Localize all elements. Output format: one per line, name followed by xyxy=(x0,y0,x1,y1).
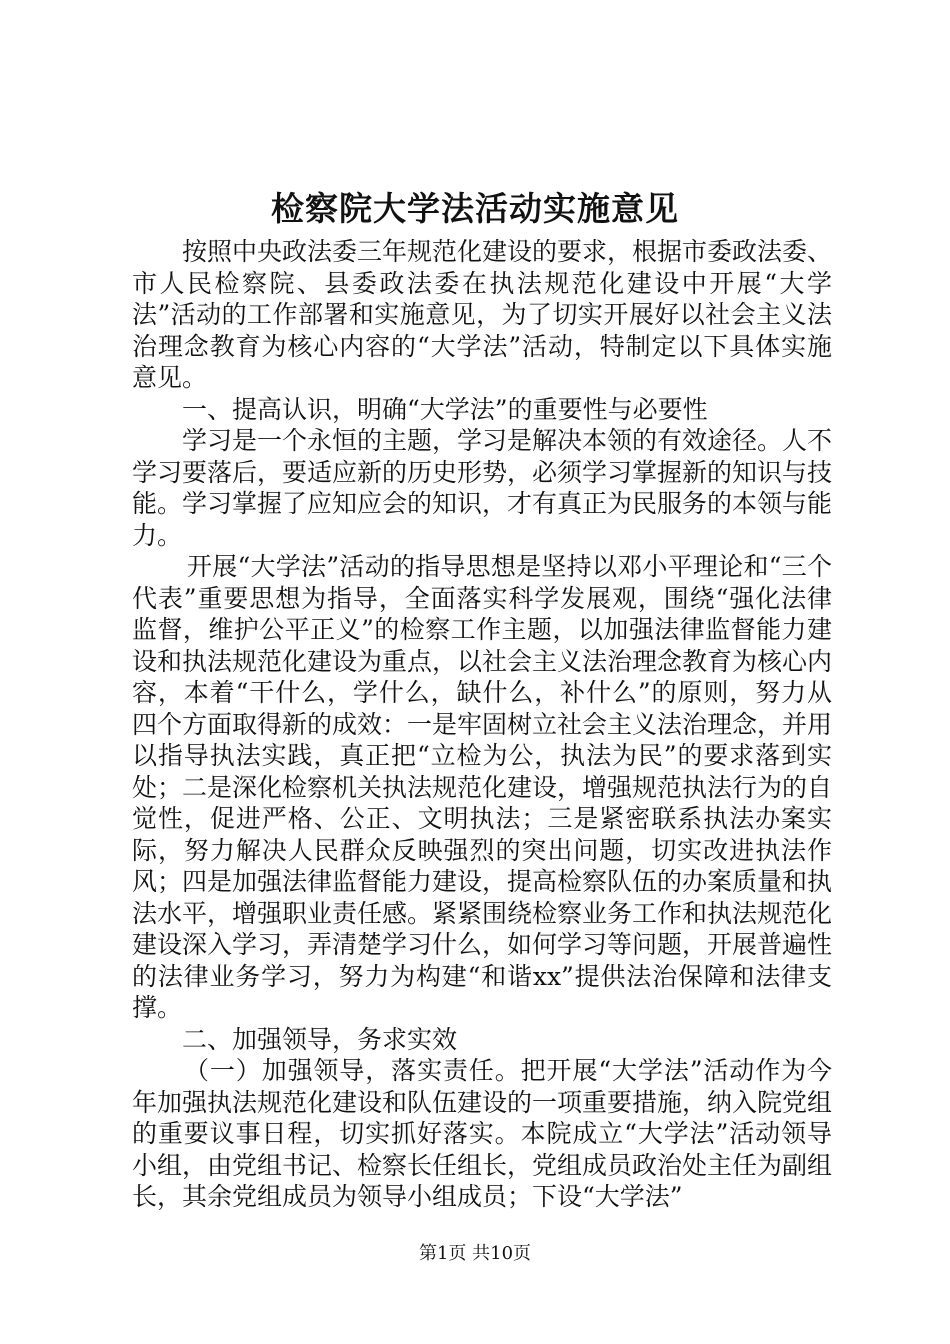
section-heading-2: 二、加强领导，务求实效 xyxy=(182,1024,458,1054)
paragraph-intro: 按照中央政法委三年规范化建设的要求，根据市委政法委、市人民检察院、县委政法委在执法规范化建设中开展“大学法”活动的工作部署和实施意见，为了切实开展好以社会主义法治理念教育为核心内容的“大学法”活动，特制定以下具体实施意见。 xyxy=(132,237,833,392)
page-number: 第1页 共10页 xyxy=(418,1243,532,1264)
paragraph-guiding-thought: 开展“大学法”活动的指导思想是坚持以邓小平理论和“三个代表”重要思想为指导，全面落实科学发展观，围绕“强化法律监督，维护公平正义”的检察工作主题，以加强法律监督能力建设和执法规范化建设为重点，以社会主义法治理念教育为核心内容，本着“干什么，学什么，缺什么，补什么”的原则，努力从四个方面取得新的成效：一是牢固树立社会主义法治理念，并用以指导执法实践，真正把“立检为公，执法为民”的要求落到实处；二是深化检察机关执法规范化建设，增强规范执法行为的自觉性，促进严格、公正、文明执法；三是紧密联系执法办案实际，努力解决人民群众反映强烈的突出问题，切实改进执法作风；四是加强法律监督能力建设，提高检察队伍的办案质量和执法水平，增强职业责任感。紧紧围绕检察业务工作和执法规范化建设深入学习，弄清楚学习什么，如何学习等问题，开展普遍性的法律业务学习，努力为构建“和谐xx”提供法治保障和法律支撑。 xyxy=(132,552,833,1022)
document-title: 检察院大学法活动实施意见 xyxy=(271,189,679,228)
paragraph-leadership: （一）加强领导，落实责任。把开展“大学法”活动作为今年加强执法规范化建设和队伍建设的一项重要措施，纳入院党组的重要议事日程，切实抓好落实。本院成立“大学法”活动领导小组，由党组书记、检察长任组长，党组成员政治处主任为副组长，其余党组成员为领导小组成员；下设“大学法” xyxy=(132,1056,833,1211)
document-body xyxy=(132,236,832,1213)
section-heading-1: 一、提高认识，明确“大学法”的重要性与必要性 xyxy=(182,394,708,424)
paragraph-learning: 学习是一个永恒的主题，学习是解决本领的有效途径。人不学习要落后，要适应新的历史形势，必须学习掌握新的知识与技能。学习掌握了应知应会的知识，才有真正为民服务的本领与能力。 xyxy=(132,426,833,550)
